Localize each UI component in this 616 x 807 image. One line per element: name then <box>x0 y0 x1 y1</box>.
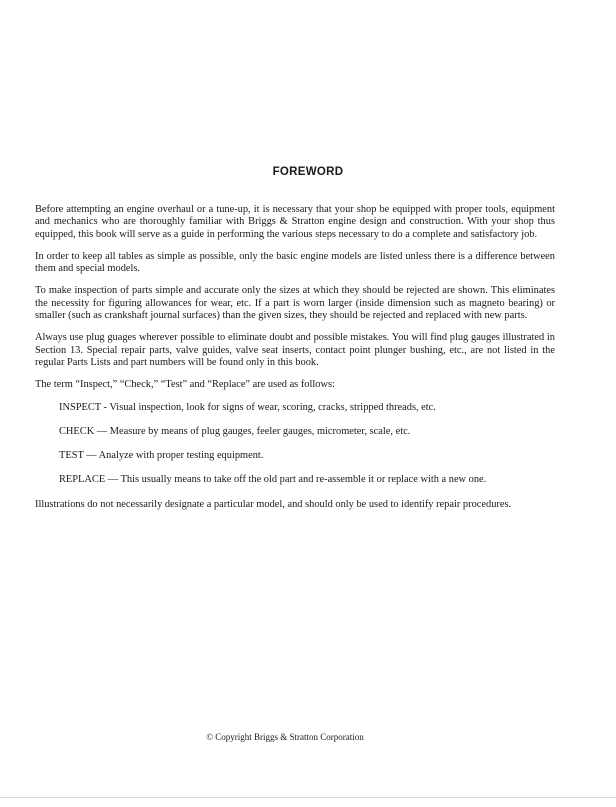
page-title: FOREWORD <box>272 166 344 178</box>
definition-replace: REPLACE — This usually means to take off the old part and re-assemble it or replace with a new one. <box>59 474 487 486</box>
paragraph-tables: In order to keep all tables as simple as possible, only the basic engine models are listed unless there is a difference between them and special models. <box>35 250 555 275</box>
copyright-text: © Copyright Briggs & Stratton Corporation <box>206 732 364 742</box>
definition-inspect: INSPECT - Visual inspection, look for signs of wear, scoring, cracks, stripped threads, etc. <box>59 401 436 413</box>
paragraph-terms-intro: The term “Inspect,” “Check,” “Test” and “Replace” are used as follows: <box>35 379 335 391</box>
foreword-body <box>35 204 555 521</box>
definition-check: CHECK — Measure by means of plug gauges, feeler gauges, micrometer, scale, etc. <box>59 425 411 437</box>
paragraph-tools: Before attempting an engine overhaul or a tune-up, it is necessary that your shop be equipped with proper tools, equipment and mechanics who are thoroughly familiar with Briggs & Stratton engine design and construction. With your shop thus equipped, this book will serve as a guide in performing the various steps necessary to do a complete and satisfactory job. <box>35 204 555 240</box>
definition-test: TEST — Analyze with proper testing equipment. <box>59 450 264 462</box>
page-bottom-divider <box>0 797 616 798</box>
paragraph-inspection: To make inspection of parts simple and accurate only the sizes at which they should be rejected are shown. This eliminates the necessity for figuring allowances for wear, etc. If a part is worn larger (inside dimension such as magneto bearing) or smaller (such as crankshaft journal surfaces) than the given sizes, they should be rejected and replaced with new parts. <box>35 285 555 322</box>
paragraph-plug-gauges: Always use plug guages wherever possible to eliminate doubt and possible mistakes. You will find plug gauges illustrated in Section 13. Special repair parts, valve guides, valve seat inserts, contact point plunger bushing, etc., are not listed in the regular Parts Lists and part numbers will be found only in this book. <box>35 332 555 368</box>
copyright-footer <box>0 732 570 742</box>
paragraph-illustrations: Illustrations do not necessarily designate a particular model, and should only be used to identify repair procedures. <box>35 498 512 510</box>
